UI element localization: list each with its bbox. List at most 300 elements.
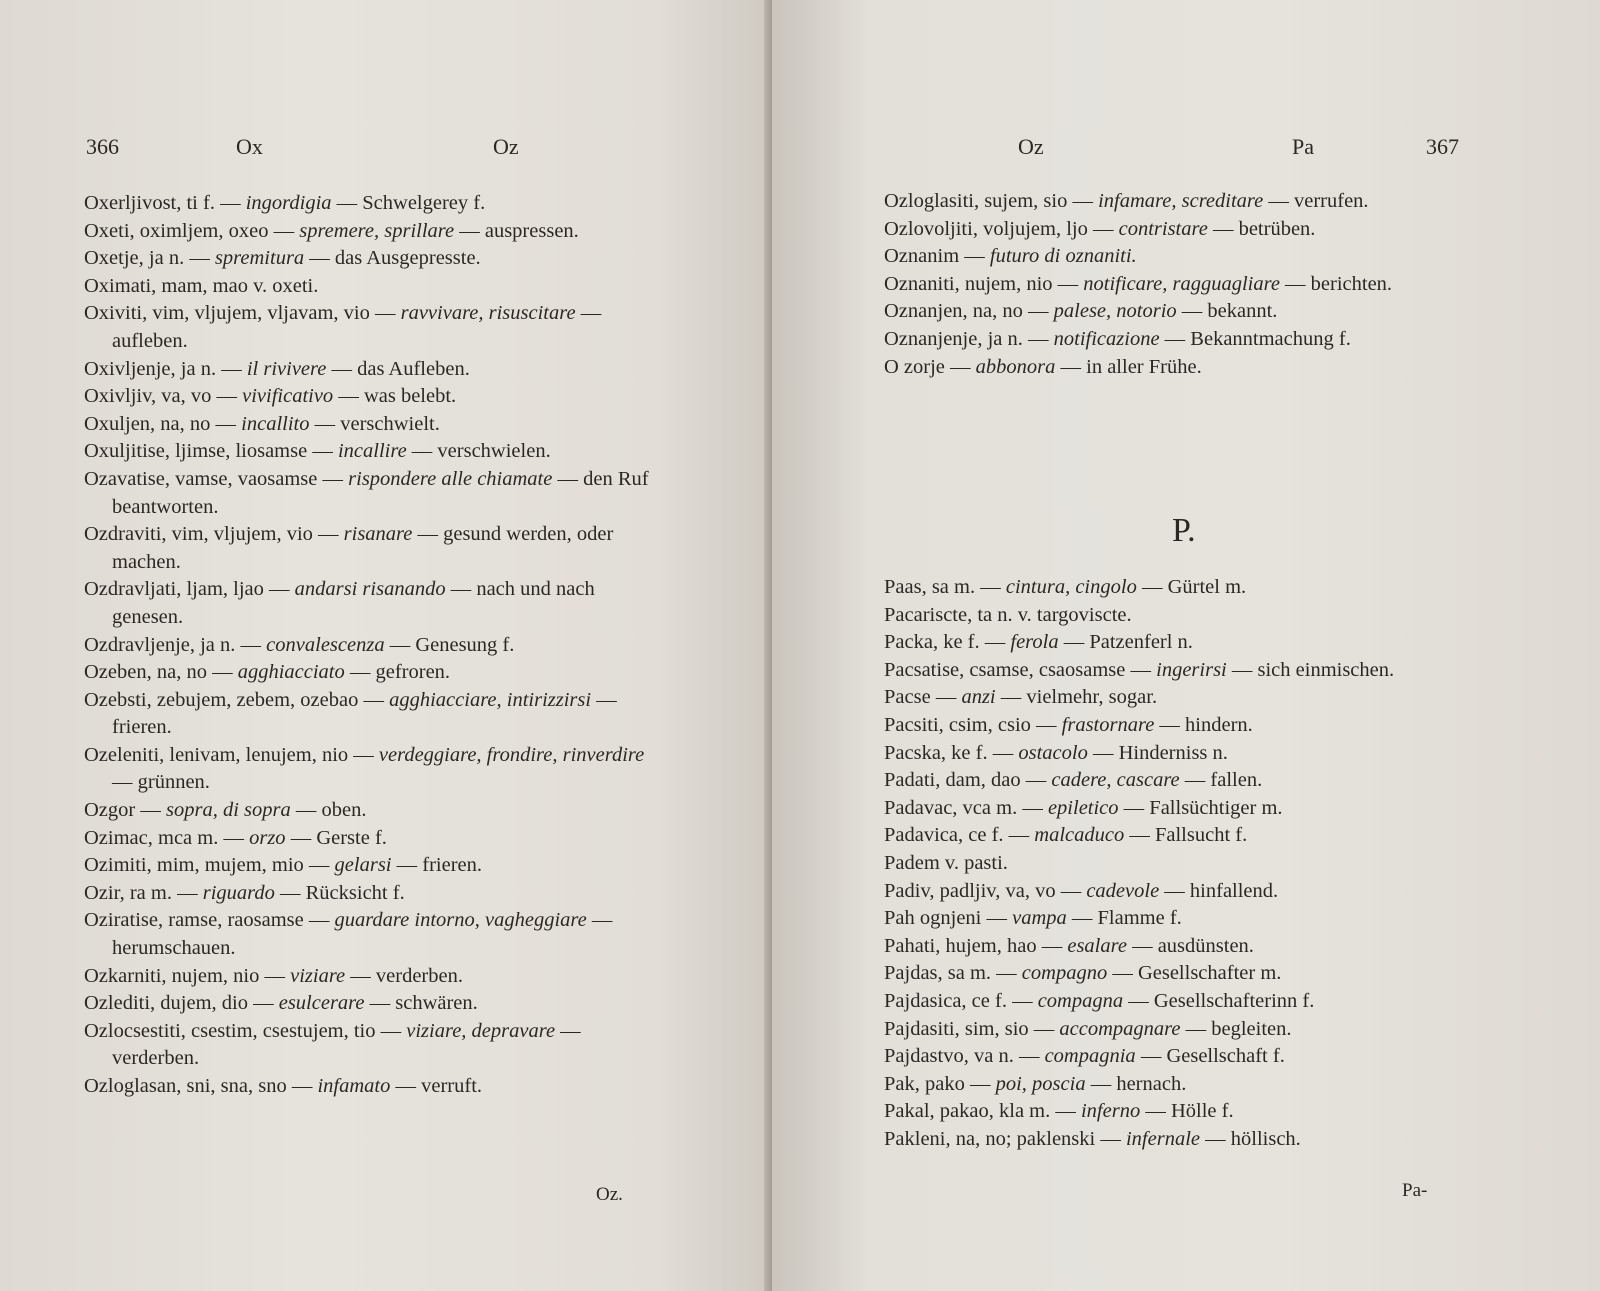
dash-separator: — [184,247,215,270]
entry-italian-gloss: inferno [1080,1100,1141,1123]
dash-separator: — [1154,713,1186,736]
left-catchword: Oz. [596,1184,623,1205]
entry-italian-gloss: gelarsi [334,854,392,877]
dash-separator: — [1058,631,1090,654]
left-entries [84,190,666,1101]
dash-separator: — [1159,879,1190,902]
dash-separator: — [1125,658,1157,681]
dictionary-entry [884,822,1464,850]
entry-german-gloss: verschwielt. [340,412,440,435]
entry-headword: Ozir, ra m. [84,881,172,904]
entry-headword: Ozeben, na, no [84,661,207,684]
dictionary-entry [84,963,666,991]
dash-separator: — [290,799,322,822]
entry-italian-gloss: cadevole [1086,879,1160,902]
entry-headword: Pak, pako [884,1072,965,1095]
dash-separator: — [317,467,349,490]
entry-italian-gloss: poi, poscia [995,1072,1086,1095]
entry-headword: Oznanjen, na, no [884,300,1023,323]
entry-german-gloss: fallen. [1210,769,1263,792]
dictionary-entry [84,742,666,797]
entry-headword: Ozdravljati, ljam, ljao [84,578,264,601]
dictionary-entry [84,852,666,880]
entry-german-gloss: gesund werden, oder machen. [112,523,614,573]
dash-separator: — [930,686,962,709]
entry-german-gloss: Gürtel m. [1167,576,1247,598]
entry-headword: Pajdasica, ce f. [884,989,1007,1012]
dash-separator: — [1136,576,1168,598]
dictionary-entry [884,629,1464,657]
dictionary-entry [884,767,1464,795]
entry-headword: Ozloglasan, sni, sna, sno [84,1075,287,1097]
entry-headword: Oxuljen, na, no [84,412,211,435]
dash-separator: — [981,907,1013,930]
dictionary-entry [84,576,666,631]
dash-separator: — [1140,1100,1171,1123]
right-catchword: Pa- [1402,1180,1428,1201]
dash-separator: — [995,686,1027,709]
entry-italian-gloss: epiletico [1047,796,1119,819]
dash-separator: — [210,412,242,435]
entry-italian-gloss: ostacolo [1018,741,1088,764]
dash-separator: — [390,1075,422,1097]
entry-italian-gloss: cadere, cascare [1051,769,1180,792]
entry-headword: Ozlovoljiti, voljujem, ljo [884,217,1088,240]
dictionary-entry [84,632,666,660]
dictionary-entry [84,356,666,384]
entry-italian-gloss: palese, notorio [1053,300,1177,323]
dash-separator: — [307,440,338,463]
entry-italian-gloss: anzi [961,686,996,709]
dash-separator: — [1066,907,1098,930]
dictionary-entry [884,298,1464,326]
dash-separator: — [309,412,341,435]
dash-separator: — [364,992,396,1015]
dash-separator: — [944,355,976,378]
entry-german-gloss: Fallsucht f. [1154,824,1248,847]
dash-separator: — [1055,355,1087,378]
entry-german-gloss: den Ruf beantworten. [112,467,649,518]
dash-separator: — [348,743,379,766]
dictionary-entry [884,188,1464,216]
entry-german-gloss: oben. [321,799,367,822]
dash-separator: — [303,909,335,932]
dash-separator: — [445,578,477,601]
entry-german-gloss: verschwielen. [437,440,551,463]
entry-italian-gloss: accompagnare [1059,1017,1181,1040]
dash-separator: — [211,385,243,408]
dash-separator: — [286,1075,318,1097]
entry-headword: Oznanjenje, ja n. [884,327,1023,350]
entry-headword: Pacska, ke f. [884,741,988,764]
entry-italian-gloss: viziare, depravare [406,1019,556,1042]
dash-separator: — [1028,1017,1060,1040]
entry-italian-gloss: riguardo [202,881,275,904]
entry-italian-gloss: notificazione [1053,327,1160,350]
entry-headword: Padiv, padljiv, va, vo [884,879,1056,902]
dictionary-entry [884,574,1464,602]
entry-german-gloss: Patzenferl n. [1089,631,1193,654]
dictionary-entry [884,1126,1464,1154]
dictionary-entry [84,797,666,825]
dash-separator: — [312,523,344,546]
dash-separator: — [216,357,247,380]
entry-italian-gloss: abbonora [975,355,1056,378]
dash-separator: — [274,881,306,904]
entry-italian-gloss: ingerirsi [1156,658,1227,681]
dash-separator: — [1095,1127,1126,1150]
entry-italian-gloss: infamato [317,1075,391,1097]
entry-italian-gloss: notificare, ragguagliare [1083,272,1280,295]
dash-separator: — [135,799,166,822]
dictionary-entry [84,300,666,355]
entry-german-gloss: verruft. [421,1075,483,1097]
entry-headword: Ozeleniti, lenivam, lenujem, nio [84,743,349,766]
dash-separator: — [1067,190,1099,212]
entry-headword: Oznaniti, nujem, nio [884,272,1053,295]
entry-headword: Padati, dam, dao [884,769,1021,792]
entry-headword: Pakal, pakao, kla m. [884,1100,1051,1123]
entry-german-gloss: was belebt. [363,385,457,408]
entry-italian-gloss: cintura, cingolo [1005,576,1137,598]
dash-separator: — [406,440,438,463]
entry-german-gloss: verderben. [375,964,463,987]
dictionary-entry [884,795,1464,823]
entry-headword: Ozlocsestiti, csestim, csestujem, tio [84,1019,376,1042]
entry-german-gloss: ausdünsten. [1157,934,1254,957]
dictionary-entry [884,740,1464,768]
dash-separator: — [112,771,138,794]
entry-headword: Oznanim [884,245,960,268]
dash-separator: — [1118,796,1150,819]
dictionary-entry [84,659,666,687]
entry-italian-gloss: esalare [1067,934,1127,957]
right-page [772,0,1600,1291]
entry-italian-gloss: frastornare [1061,713,1155,736]
dash-separator: — [1135,1045,1167,1068]
dictionary-entry [884,905,1464,933]
entry-german-gloss: hindern. [1185,713,1253,736]
dictionary-entry [884,243,1464,271]
entry-headword: Ozkarniti, nujem, nio [84,964,260,987]
entry-headword: Ozlediti, dujem, dio [84,992,248,1015]
dash-separator: — [591,688,617,711]
entry-headword: Oxivljenje, ja n. [84,357,217,380]
dash-separator: — [1124,824,1155,847]
dash-separator: — [1003,824,1035,847]
dash-separator: — [375,1019,407,1042]
dash-separator: — [964,1072,996,1095]
entry-headword: Ozdraviti, vim, vljujem, vio [84,523,313,546]
entry-german-gloss: sich einmischen. [1257,658,1395,681]
entry-italian-gloss: infernale [1125,1127,1200,1150]
dash-separator: — [586,909,613,932]
entry-german-gloss: Hölle f. [1170,1100,1234,1123]
entry-headword: Oxuljitise, ljimse, liosamse [84,440,308,463]
entry-german-gloss: Genesung f. [415,633,515,656]
entry-italian-gloss: verdeggiare, frondire, rinverdire [378,743,645,766]
dash-separator: — [1179,769,1211,792]
dash-separator: — [235,633,267,656]
entry-italian-gloss: il rivivere [246,357,327,380]
left-header-right: Oz [493,134,519,159]
dictionary-entry [84,438,666,466]
dash-separator: — [268,219,300,242]
dictionary-entry [84,190,666,218]
dash-separator: — [1017,796,1048,819]
dash-separator: — [218,826,250,849]
entry-german-gloss: grünnen. [137,771,210,794]
entry-german-gloss: Hinderniss n. [1118,741,1228,764]
dictionary-entry [84,383,666,411]
right-header-right: Pa [1292,134,1314,159]
dash-separator: — [345,964,376,987]
dash-separator: — [1050,1100,1081,1123]
left-header-left: Ox [236,134,263,159]
dash-separator: — [326,357,358,380]
entry-italian-gloss: agghiacciare, intirizzirsi [389,688,592,711]
entry-italian-gloss: agghiacciato [237,661,345,684]
entry-headword: Oxeti, oximljem, oxeo [84,219,269,242]
entry-italian-gloss: risanare [343,523,413,546]
dash-separator: — [991,962,1022,985]
dash-separator: — [214,192,246,214]
dash-separator: — [454,219,485,242]
entry-headword: Padavac, vca m. [884,796,1018,819]
entry-italian-gloss: spremere, sprillare [299,219,455,242]
entry-german-gloss: höllisch. [1230,1127,1301,1150]
dash-separator: — [285,826,317,849]
entry-headword: Ozloglasiti, sujem, sio [884,190,1068,212]
entry-italian-gloss: ingordigia [245,192,332,214]
dash-separator: — [1263,190,1294,212]
dictionary-entry [884,960,1464,988]
entry-german-gloss: vielmehr, sogar. [1026,686,1158,709]
dash-separator: — [1159,327,1191,350]
entry-italian-gloss: compagna [1037,989,1124,1012]
entry-headword: Oxetje, ja n. [84,247,185,270]
dash-separator: — [1020,769,1052,792]
dictionary-entry [84,411,666,439]
entry-german-gloss: Gesellschaft f. [1166,1045,1285,1068]
entry-italian-gloss: orzo [249,826,286,849]
section-letter-p: P. [1172,512,1196,549]
entry-headword: Oziratise, ramse, raosamse [84,909,304,932]
entry-italian-gloss: incallito [241,412,310,435]
dictionary-entry [884,657,1464,685]
dash-separator: — [555,1019,581,1042]
entry-italian-gloss: esulcerare [278,992,365,1015]
dash-separator: — [1030,713,1062,736]
entry-headword: Pacsiti, csim, csio [884,713,1031,736]
dash-separator: — [1126,934,1158,957]
dictionary-entry [884,326,1464,354]
dash-separator: — [171,881,203,904]
dash-separator: — [1200,1127,1231,1150]
entry-headword: Padavica, ce f. [884,824,1004,847]
dash-separator: — [959,245,990,268]
entry-headword: Oxivljiv, va, vo [84,385,212,408]
entry-italian-gloss: vivificativo [242,385,334,408]
entry-italian-gloss: rispondere alle chiamate [348,467,553,490]
dash-separator: — [384,633,416,656]
entry-headword: Oxerljivost, ti f. [84,192,215,214]
dictionary-entry [84,1073,666,1101]
entry-german-gloss: Rücksicht f. [305,881,405,904]
entry-headword: Pahati, hujem, hao [884,934,1037,957]
entry-italian-gloss: compagnia [1044,1045,1136,1068]
entry-german-gloss: gefroren. [375,661,451,684]
entry-german-gloss: verderben. [112,1047,200,1070]
dash-separator: — [1085,1072,1117,1095]
entry-headword: Pah ognjeni [884,907,982,930]
entry-headword: Pacsatise, csamse, csaosamse [884,658,1126,681]
dash-separator: — [331,192,363,214]
entry-headword: Pajdasiti, sim, sio [884,1017,1029,1040]
dictionary-entry [884,1043,1464,1071]
entry-headword: Ozgor [84,799,136,822]
dictionary-entry [884,933,1464,961]
entry-german-gloss: Gesellschafter m. [1137,962,1282,985]
entry-italian-gloss: spremitura [214,247,305,270]
dictionary-entry [884,850,1464,878]
right-entries-p [884,574,1464,1153]
entry-german-gloss: verrufen. [1293,190,1369,212]
dash-separator: — [1107,962,1138,985]
dash-separator: — [259,964,291,987]
entry-italian-gloss: viziare [290,964,346,987]
entry-german-gloss: Schwelgerey f. [362,192,486,214]
entry-german-gloss: herumschauen. [112,937,236,960]
entry-german-gloss: Bekanntmachung f. [1190,327,1351,350]
dictionary-entry [84,466,666,521]
entry-german-gloss: nach und nach genesen. [112,578,595,628]
entry-italian-gloss: compagno [1021,962,1108,985]
dash-separator: — [575,302,602,325]
dash-separator: — [263,578,295,601]
right-entries-o [884,188,1464,381]
entry-german-gloss: Gesellschafterinn f. [1153,989,1315,1012]
entry-headword: O zorje [884,355,945,378]
dictionary-entry [884,216,1464,244]
entry-italian-gloss: andarsi risanando [294,578,446,601]
dictionary-entry [84,273,666,301]
entry-headword: Ozavatise, vamse, vaosamse [84,467,318,490]
entry-german-gloss: begleiten. [1211,1017,1292,1040]
dictionary-entry [884,1016,1464,1044]
entry-headword: Pacariscte, ta n. v. targoviscte. [884,603,1132,626]
entry-headword: Pacse [884,686,931,709]
dictionary-entry [884,878,1464,906]
dictionary-entry [84,907,666,962]
entry-german-gloss: auspressen. [484,219,579,242]
entry-german-gloss: bekannt. [1207,300,1278,323]
entry-headword: Ozimiti, mim, mujem, mio [84,854,304,877]
entry-italian-gloss: infamare, screditare [1098,190,1264,212]
entry-italian-gloss: ferola [1010,631,1059,654]
dictionary-entry [84,218,666,246]
entry-german-gloss: Gerste f. [316,826,387,849]
left-page [0,0,770,1291]
entry-headword: Ozdravljenje, ja n. [84,633,236,656]
entry-german-gloss: schwären. [395,992,478,1015]
entry-headword: Pajdas, sa m. [884,962,992,985]
entry-headword: Oxiviti, vim, vljujem, vljavam, vio [84,302,370,325]
entry-italian-gloss: futuro di oznaniti. [989,245,1137,268]
entry-german-gloss: Fallsüchtiger m. [1149,796,1283,819]
dictionary-entry [884,271,1464,299]
dictionary-entry [84,687,666,742]
entry-italian-gloss: contristare [1118,217,1208,240]
dash-separator: — [1006,989,1038,1012]
dash-separator: — [1226,658,1258,681]
dictionary-entry [84,1018,666,1073]
entry-italian-gloss: guardare intorno, vagheggiare [334,909,587,932]
entry-headword: Ozebsti, zebujem, zebem, ozebao [84,688,359,711]
entry-italian-gloss: malcaduco [1034,824,1125,847]
dash-separator: — [1180,1017,1212,1040]
entry-headword: Packa, ke f. [884,631,980,654]
dictionary-entry [84,990,666,1018]
dictionary-entry [884,602,1464,630]
dictionary-entry [884,1098,1464,1126]
dash-separator: — [1013,1045,1045,1068]
entry-headword: Paas, sa m. [884,576,976,598]
dictionary-entry [884,684,1464,712]
entry-italian-gloss: vampa [1012,907,1067,930]
dash-separator: — [303,854,335,877]
dash-separator: — [304,247,335,270]
dictionary-entry [84,245,666,273]
entry-german-gloss: aufleben. [112,329,188,352]
dictionary-entry [884,988,1464,1016]
dash-separator: — [1207,217,1239,240]
entry-german-gloss: das Aufleben. [357,357,470,380]
entry-german-gloss: frieren. [422,854,482,877]
entry-german-gloss: in aller Frühe. [1086,355,1202,378]
dash-separator: — [1087,741,1119,764]
entry-italian-gloss: ravvivare, risuscitare [400,302,576,325]
dash-separator: — [412,523,444,546]
dash-separator: — [247,992,279,1015]
right-page-number: 367 [1426,134,1459,159]
entry-german-gloss: frieren. [112,716,172,739]
dash-separator: — [979,631,1011,654]
entry-german-gloss: das Ausgepresste. [334,247,481,270]
dash-separator: — [333,385,364,408]
entry-headword: Padem v. pasti. [884,851,1008,874]
entry-italian-gloss: sopra, di sopra [165,799,291,822]
dash-separator: — [1022,300,1054,323]
dash-separator: — [358,688,390,711]
dash-separator: — [1087,217,1119,240]
entry-german-gloss: hernach. [1116,1072,1187,1095]
dictionary-entry [84,521,666,576]
dictionary-entry [84,880,666,908]
entry-german-gloss: Flamme f. [1097,907,1182,930]
dash-separator: — [391,854,423,877]
dictionary-entry [884,354,1464,382]
entry-headword: Ozimac, mca m. [84,826,219,849]
dash-separator: — [1022,327,1054,350]
right-header-left: Oz [1018,134,1044,159]
entry-headword: Oximati, mam, mao v. oxeti. [84,274,319,297]
dash-separator: — [975,576,1006,598]
dictionary-entry [884,712,1464,740]
left-page-number: 366 [86,134,119,159]
entry-headword: Pajdastvo, va n. [884,1045,1014,1068]
dash-separator: — [1279,272,1311,295]
